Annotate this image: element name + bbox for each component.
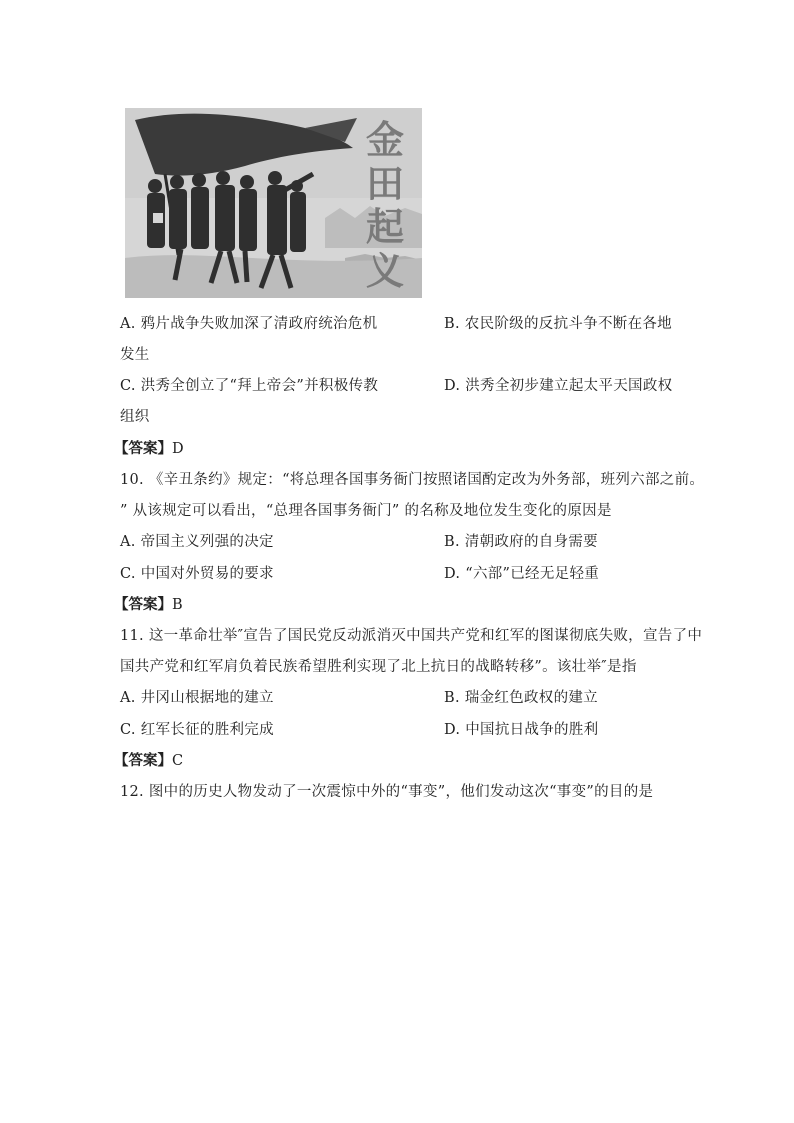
q11-answer: [114, 749, 183, 770]
answer-value: D: [172, 441, 184, 457]
title-char: 田: [365, 160, 404, 206]
q10-stem-line1: 10. 《辛丑条约》规定：“将总理各国事务衙门按照诸国酌定改为外务部，班列六部之前。: [120, 472, 705, 488]
title-char: 义: [365, 248, 404, 294]
q10-option-d: D. “六部”已经无足轻重: [444, 566, 600, 582]
q11-stem-line2: 国共产党和红军肩负着民族希望胜利实现了北上抗日的战略转移”。该壮举″是指: [120, 659, 637, 675]
answer-label: 【答案】: [114, 752, 172, 769]
answer-label: 【答案】: [114, 440, 172, 457]
jintian-uprising-illustration: [125, 108, 422, 298]
q9-answer: [114, 437, 184, 458]
q10-option-a: A. 帝国主义列强的决定: [120, 534, 274, 550]
q9-option-b-cont: 发生: [120, 347, 150, 363]
q11-option-b: B. 瑞金红色政权的建立: [444, 690, 598, 706]
q11-option-a: A. 井冈山根据地的建立: [120, 690, 274, 706]
answer-value: C: [172, 753, 184, 769]
illustration-title: [357, 118, 413, 293]
title-char: 起: [365, 204, 404, 250]
q10-stem-line2: ” 从该规定可以看出，“总理各国事务衙门” 的名称及地位发生变化的原因是: [120, 503, 612, 519]
answer-label: 【答案】: [114, 596, 172, 613]
q9-option-b: B. 农民阶级的反抗斗争不断在各地: [444, 316, 672, 332]
q10-option-c: C. 中国对外贸易的要求: [120, 566, 274, 582]
q9-option-d-cont: 组织: [120, 409, 150, 425]
q10-option-b: B. 清朝政府的自身需要: [444, 534, 598, 550]
q12-stem-line1: 12. 图中的历史人物发动了一次震惊中外的“事变”，他们发动这次“事变”的目的是: [120, 784, 654, 800]
q9-option-a: A. 鸦片战争失败加深了清政府统治危机: [120, 316, 378, 332]
q9-option-c: C. 洪秀全创立了“拜上帝会”并积极传教: [120, 378, 379, 394]
title-char: 金: [365, 117, 404, 162]
q11-option-d: D. 中国抗日战争的胜利: [444, 722, 599, 738]
q9-option-d: D. 洪秀全初步建立起太平天国政权: [444, 378, 673, 394]
answer-value: B: [172, 597, 183, 613]
q10-answer: [114, 593, 183, 614]
q11-option-c: C. 红军长征的胜利完成: [120, 722, 274, 738]
q11-stem-line1: 11. 这一革命壮举″宣告了国民党反动派消灭中国共产党和红军的图谋彻底失败，宣告了中: [120, 628, 703, 644]
